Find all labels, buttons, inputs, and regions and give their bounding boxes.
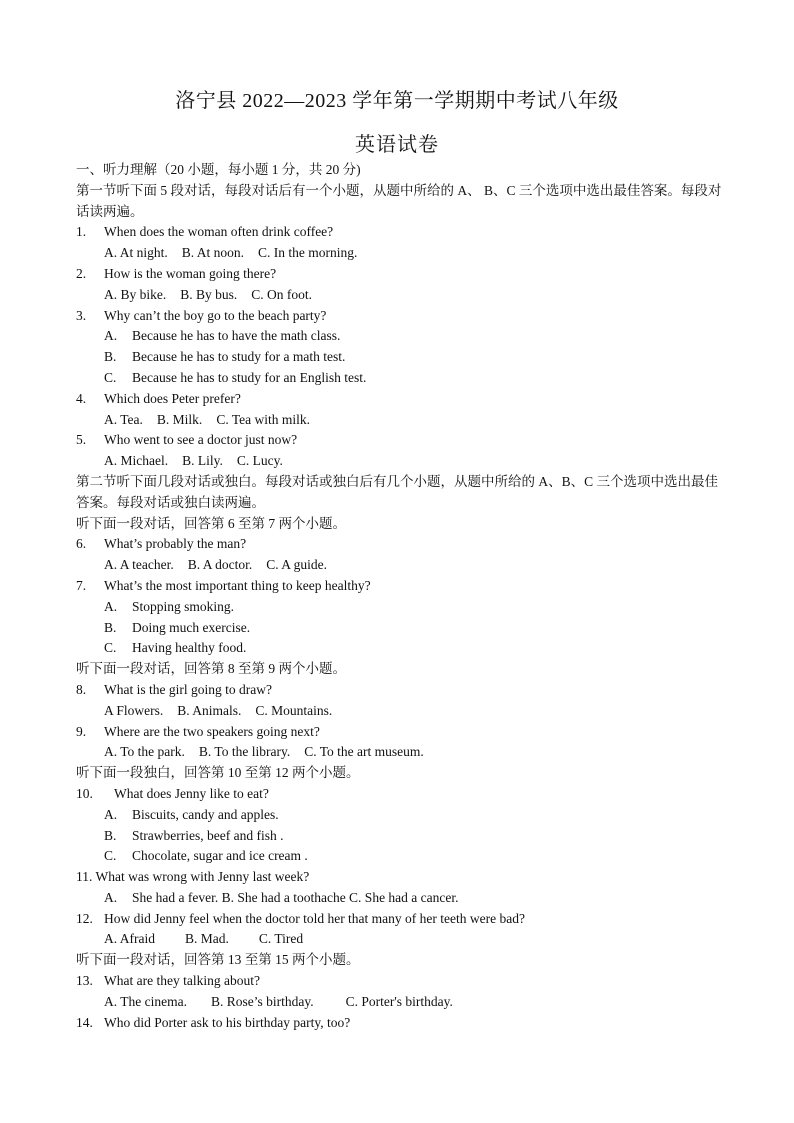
option-text: Because he has to study for an English test. — [132, 369, 367, 385]
question-number: 7. — [76, 577, 87, 593]
question-text: Who did Porter ask to his birthday party, too? — [104, 1014, 351, 1030]
question-text: What does Jenny like to eat? — [114, 785, 269, 801]
sub-instructions-6-7: 听下面一段对话，回答第 6 至第 7 两个小题。 — [76, 515, 346, 531]
option-c: C. To the art museum. — [304, 744, 424, 760]
question-9 — [76, 722, 726, 743]
question-3-option-c — [76, 368, 726, 389]
option-text: Because he has to have the math class. — [132, 328, 341, 344]
option-letter: A. — [104, 598, 118, 614]
question-3-option-a — [76, 326, 726, 347]
part1-heading: 一、听力理解（20 小题，每小题 1 分，共 20 分) — [76, 162, 361, 177]
option-c: C. Mountains. — [255, 702, 333, 718]
section1-instructions: 第一节听下面 5 段对话，每段对话后有一个小题，从题中所给的 A、 B、C 三个选项中选出最佳答案。每段对话读两遍。 — [76, 182, 722, 219]
question-3-option-b — [76, 347, 726, 368]
question-10 — [76, 784, 726, 805]
question-number: 4. — [76, 390, 87, 406]
option-letter: B. — [104, 619, 117, 635]
question-10-option-b — [76, 826, 726, 847]
question-9-options — [76, 742, 726, 763]
option-text: Strawberries, beef and fish . — [132, 827, 284, 843]
question-6-options — [76, 555, 726, 576]
exam-title: 洛宁县 2022—2023 学年第一学期期中考试八年级 — [175, 90, 619, 112]
sub-instructions-8-9: 听下面一段对话，回答第 8 至第 9 两个小题。 — [76, 661, 346, 677]
exam-subtitle: 英语试卷 — [355, 134, 439, 156]
question-number: 12. — [76, 910, 93, 926]
question-8-options — [76, 701, 726, 722]
question-3 — [76, 306, 726, 327]
question-text: When does the woman often drink coffee? — [104, 224, 334, 240]
question-11: 11. What was wrong with Jenny last week? — [76, 869, 310, 885]
option-text: Stopping smoking. — [132, 598, 235, 614]
question-number: 13. — [76, 973, 93, 989]
question-4 — [76, 389, 726, 410]
option-a: A. To the park. — [104, 744, 185, 760]
option-b: B. Mad. — [185, 931, 229, 947]
question-1 — [76, 222, 726, 243]
option-a: A. By bike. — [104, 286, 167, 302]
option-text: She had a fever. B. She had a toothache C. She had a cancer. — [132, 889, 459, 905]
option-c: C. Tired — [258, 931, 304, 947]
question-13-options — [76, 992, 726, 1013]
question-13 — [76, 971, 726, 992]
option-b: B. Animals. — [177, 702, 242, 718]
question-14 — [76, 1013, 726, 1034]
option-c: C. Tea with milk. — [216, 411, 310, 427]
question-5 — [76, 430, 726, 451]
question-10-option-c — [76, 846, 726, 867]
question-number: 9. — [76, 723, 87, 739]
question-number: 8. — [76, 681, 87, 697]
question-2 — [76, 264, 726, 285]
question-12-options — [76, 929, 726, 950]
option-text: Chocolate, sugar and ice cream . — [132, 848, 308, 864]
option-letter: C. — [104, 369, 117, 385]
question-5-options — [76, 451, 726, 472]
option-text: Biscuits, candy and apples. — [132, 806, 279, 822]
question-10-option-a — [76, 805, 726, 826]
option-c: C. A guide. — [266, 557, 328, 573]
option-b: B. At noon. — [181, 245, 245, 261]
option-letter: C. — [104, 640, 117, 656]
question-7-option-a — [76, 597, 726, 618]
option-text: Doing much exercise. — [132, 619, 251, 635]
question-text: Why can’t the boy go to the beach party? — [104, 307, 327, 323]
option-b: B. To the library. — [198, 744, 291, 760]
question-text: What’s probably the man? — [104, 536, 247, 552]
option-letter: C. — [104, 848, 117, 864]
question-text: What’s the most important thing to keep healthy? — [104, 577, 371, 593]
option-letter: A. — [104, 889, 118, 905]
option-text: Because he has to study for a math test. — [132, 349, 346, 365]
sub-instructions-13-15: 听下面一段对话，回答第 13 至第 15 两个小题。 — [76, 952, 360, 968]
option-letter: B. — [104, 349, 117, 365]
option-a: A. The cinema. — [104, 993, 187, 1009]
question-number: 6. — [76, 536, 87, 552]
option-letter: A. — [104, 328, 118, 344]
option-a: A Flowers. — [104, 702, 164, 718]
option-c: C. On foot. — [251, 286, 313, 302]
question-text: Who went to see a doctor just now? — [104, 432, 298, 448]
option-c: C. Porter's birthday. — [345, 993, 453, 1009]
question-text: Where are the two speakers going next? — [104, 723, 320, 739]
question-6 — [76, 534, 726, 555]
section2-instructions: 第二节听下面几段对话或独白。每段对话或独白后有几个小题，从题中所给的 A、B、C 三个选项中选出最佳答案。每段对话或独白读两遍。 — [76, 473, 719, 510]
question-number: 10. — [76, 785, 93, 801]
option-b: B. Rose’s birthday. — [210, 993, 314, 1009]
option-b: B. Lily. — [182, 453, 223, 469]
sub-instructions-10-12: 听下面一段独白，回答第 10 至第 12 两个小题。 — [76, 765, 360, 781]
option-b: B. By bus. — [180, 286, 238, 302]
question-7-option-b — [76, 618, 726, 639]
option-a: A. At night. — [104, 245, 168, 261]
question-number: 3. — [76, 307, 87, 323]
question-7 — [76, 576, 726, 597]
question-4-options — [76, 410, 726, 431]
option-a: A. Michael. — [104, 453, 169, 469]
option-b: B. A doctor. — [187, 557, 253, 573]
question-text: How did Jenny feel when the doctor told her that many of her teeth were bad? — [104, 910, 525, 926]
option-a: A. Afraid — [104, 931, 155, 947]
question-number: 14. — [76, 1014, 93, 1030]
question-1-options — [76, 243, 726, 264]
option-letter: B. — [104, 827, 117, 843]
option-a: A. Tea. — [104, 411, 143, 427]
question-12 — [76, 909, 726, 930]
question-number: 1. — [76, 224, 87, 240]
question-number: 2. — [76, 265, 87, 281]
question-7-option-c — [76, 638, 726, 659]
option-b: B. Milk. — [156, 411, 203, 427]
option-c: C. In the morning. — [258, 245, 358, 261]
question-text: What is the girl going to draw? — [104, 681, 272, 697]
question-8 — [76, 680, 726, 701]
option-text: Having healthy food. — [132, 640, 247, 656]
question-text: Which does Peter prefer? — [104, 390, 241, 406]
option-letter: A. — [104, 806, 118, 822]
question-2-options — [76, 285, 726, 306]
option-a: A. A teacher. — [104, 557, 174, 573]
question-11-options — [76, 888, 726, 909]
exam-content — [76, 160, 726, 1033]
question-text: What are they talking about? — [104, 973, 260, 989]
question-number: 5. — [76, 432, 87, 448]
option-c: C. Lucy. — [236, 453, 283, 469]
question-text: How is the woman going there? — [104, 265, 277, 281]
